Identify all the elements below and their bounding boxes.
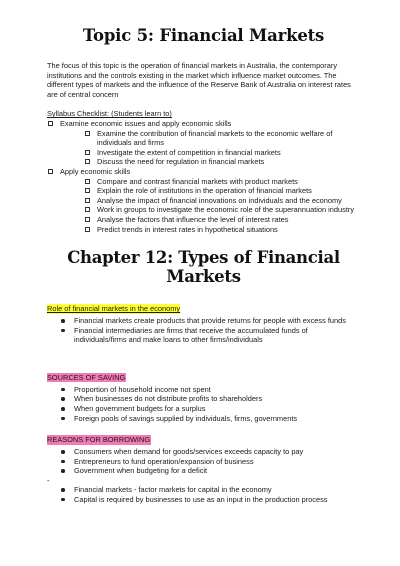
checklist-subitem: Analyse the impact of financial innovations on individuals and the economy — [47, 196, 360, 206]
checklist-item: Examine economic issues and apply economic skills — [47, 119, 360, 129]
list-item: Proportion of household income not spent — [47, 385, 360, 395]
syllabus-checklist — [47, 119, 360, 234]
saving-heading: SOURCES OF SAVING — [47, 372, 126, 382]
list-item: Consumers when demand for goods/services exceeds capacity to pay — [47, 447, 360, 457]
checklist-subitem: Discuss the need for regulation in financial markets — [47, 157, 360, 167]
checklist-subitem: Investigate the extent of competition in financial markets — [47, 148, 360, 158]
list-item: Government when budgeting for a deficit — [47, 466, 360, 476]
role-list — [47, 316, 360, 345]
list-item: Financial markets create products that provide returns for people with excess funds — [47, 316, 360, 326]
checkbox-icon — [85, 150, 90, 155]
checkbox-icon — [85, 227, 90, 232]
borrowing-heading: REASONS FOR BORROWING — [47, 435, 151, 445]
list-item: Entrepreneurs to fund operation/expansion of business — [47, 457, 360, 467]
checkbox-icon — [48, 169, 53, 174]
checkbox-icon — [85, 217, 90, 222]
checkbox-icon — [48, 121, 53, 126]
list-item: When businesses do not distribute profits to shareholders — [47, 394, 360, 404]
intro-paragraph: The focus of this topic is the operation of financial markets in Australia, the contemporary institutions and the controls existing in the market which influence market outcomes. The different types of markets and the influence of the Reserve Bank of Australia on interest rates are of central concern — [47, 61, 351, 99]
checklist-subitem: Work in groups to investigate the economic role of the superannuation industry — [47, 205, 360, 215]
final-list — [47, 485, 360, 504]
checklist-subitem: Examine the contribution of financial markets to the economic welfare of individuals and firms — [47, 129, 360, 148]
checklist-subitem: Compare and contrast financial markets with product markets — [47, 177, 360, 187]
checklist-subitem: Analyse the factors that influence the level of interest rates — [47, 215, 360, 225]
chapter-title: Chapter 12: Types of Financial Markets — [67, 248, 340, 287]
checklist-heading: Syllabus Checklist: (Students learn to) — [47, 109, 172, 119]
checkbox-icon — [85, 159, 90, 164]
borrowing-list — [47, 447, 360, 476]
checkbox-icon — [85, 179, 90, 184]
list-item: Financial intermediaries are firms that receive the accumulated funds of individuals/firms and make loans to other firms/individuals — [47, 326, 360, 345]
list-item: Capital is required by businesses to use as an input in the production process — [47, 495, 360, 505]
checklist-subitem: Explain the role of institutions in the operation of financial markets — [47, 186, 360, 196]
list-item: When government budgets for a surplus — [47, 404, 360, 414]
role-heading: Role of financial markets in the economy — [47, 304, 181, 314]
checklist-subitem: Predict trends in interest rates in hypothetical situations — [47, 225, 360, 235]
saving-list — [47, 385, 360, 423]
dash-marker: - — [47, 476, 50, 486]
checkbox-icon — [85, 207, 90, 212]
checkbox-icon — [85, 198, 90, 203]
list-item: Foreign pools of savings supplied by individuals, firms, governments — [47, 414, 360, 424]
checklist-item: Apply economic skills — [47, 167, 360, 177]
checkbox-icon — [85, 188, 90, 193]
checkbox-icon — [85, 131, 90, 136]
list-item: Financial markets - factor markets for capital in the economy — [47, 485, 360, 495]
topic-title: Topic 5: Financial Markets — [82, 26, 325, 45]
